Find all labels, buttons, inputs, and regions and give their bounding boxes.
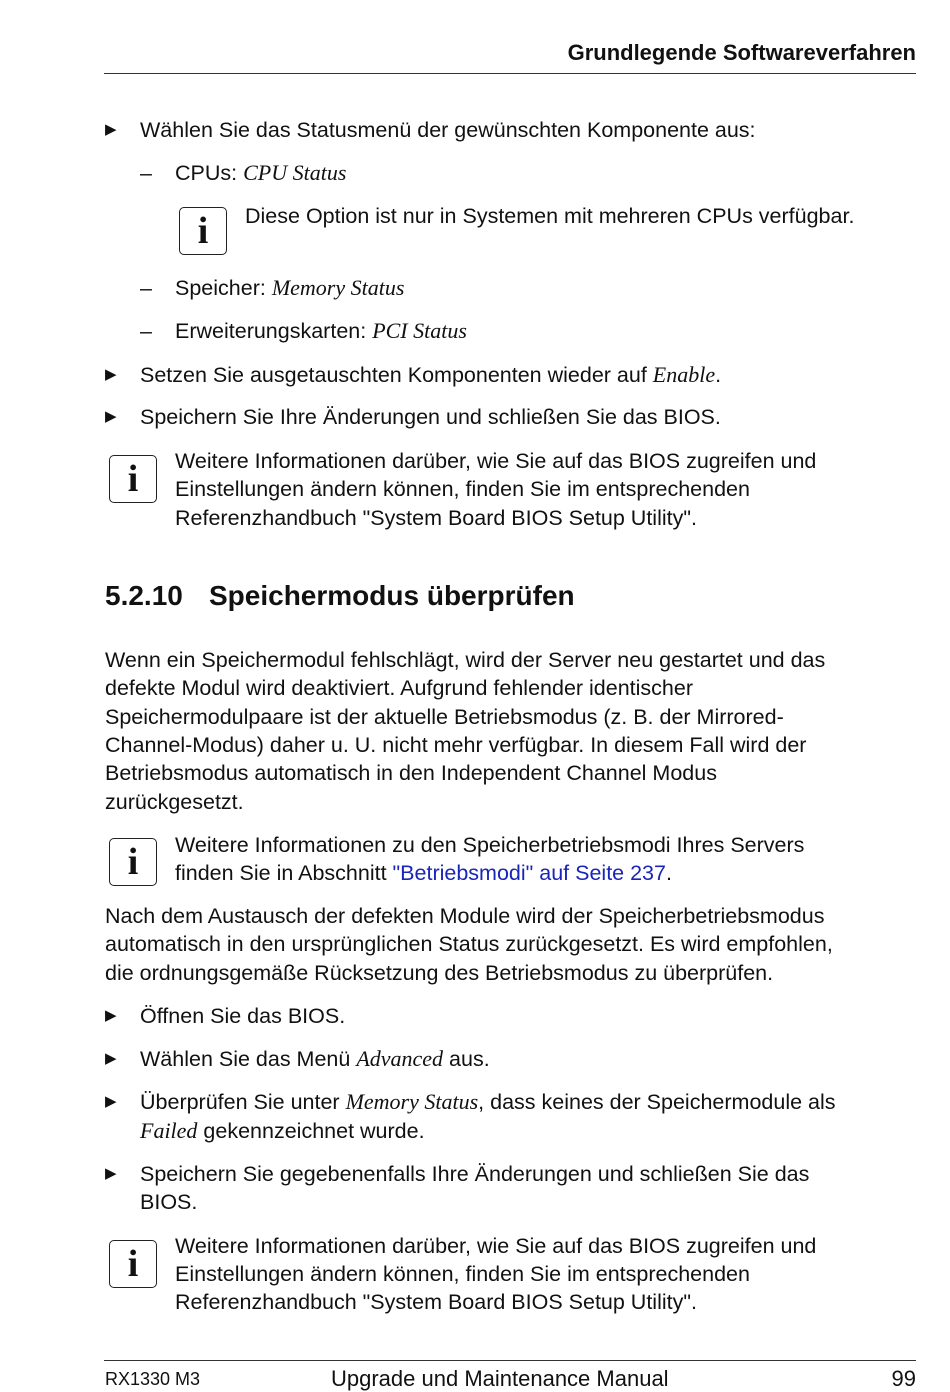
- dash-bullet: –: [140, 161, 152, 185]
- paragraph-line: defekte Modul wird deaktiviert. Aufgrund fehlender identischer: [105, 676, 694, 700]
- info-icon: i: [109, 455, 157, 503]
- paragraph-line: Speichermodulpaare ist der aktuelle Betriebsmodus (z. B. der Mirrored-: [105, 705, 784, 729]
- info-text-line: finden Sie in Abschnitt "Betriebsmodi" auf Seite 237.: [175, 861, 672, 885]
- triangle-bullet-icon: ▶: [105, 1093, 117, 1110]
- footer-rule: [104, 1360, 916, 1361]
- step-select-status-menu: Wählen Sie das Statusmenü der gewünschten Komponente aus:: [140, 118, 756, 142]
- info-icon: i: [109, 1240, 157, 1288]
- step-save-and-exit-line2: BIOS.: [140, 1190, 198, 1214]
- step-save-changes: Speichern Sie Ihre Änderungen und schließen Sie das BIOS.: [140, 405, 721, 429]
- paragraph-line: zurückgesetzt.: [105, 790, 244, 814]
- item-expansion-cards: Erweiterungskarten: PCI Status: [175, 318, 467, 343]
- step-save-and-exit: Speichern Sie gegebenenfalls Ihre Änderungen und schließen Sie das: [140, 1162, 810, 1186]
- triangle-bullet-icon: ▶: [105, 1007, 117, 1024]
- step-check-memory-status: Überprüfen Sie unter Memory Status, dass keines der Speichermodule als: [140, 1089, 836, 1114]
- note-cpu-option: Diese Option ist nur in Systemen mit mehreren CPUs verfügbar.: [245, 204, 855, 228]
- paragraph-line: Wenn ein Speichermodul fehlschlägt, wird der Server neu gestartet und das: [105, 648, 826, 672]
- dash-bullet: –: [140, 276, 152, 300]
- footer-manual-title: Upgrade und Maintenance Manual: [331, 1366, 669, 1391]
- triangle-bullet-icon: ▶: [105, 121, 117, 138]
- header-rule: [104, 73, 916, 74]
- section-title: Speichermodus überprüfen: [209, 580, 575, 611]
- info-icon: i: [179, 207, 227, 255]
- info-text-line: Referenzhandbuch "System Board BIOS Setup Utility".: [175, 506, 697, 530]
- item-cpus: CPUs: CPU Status: [175, 160, 347, 185]
- step-set-enable: Setzen Sie ausgetauschten Komponenten wieder auf Enable.: [140, 362, 722, 387]
- paragraph-line: Channel-Modus) daher u. U. nicht mehr verfügbar. In diesem Fall wird der: [105, 733, 807, 757]
- triangle-bullet-icon: ▶: [105, 1165, 117, 1182]
- footer-model: RX1330 M3: [105, 1369, 201, 1389]
- info-icon: i: [109, 838, 157, 886]
- triangle-bullet-icon: ▶: [105, 1050, 117, 1067]
- info-text-line: Weitere Informationen zu den Speicherbetriebsmodi Ihres Servers: [175, 833, 805, 857]
- triangle-bullet-icon: ▶: [105, 408, 117, 425]
- paragraph-line: die ordnungsgemäße Rücksetzung des Betriebsmodus zu überprüfen.: [105, 961, 774, 985]
- step-check-memory-status-line2: Failed gekennzeichnet wurde.: [140, 1118, 425, 1143]
- paragraph-line: Nach dem Austausch der defekten Module wird der Speicherbetriebsmodus: [105, 904, 825, 928]
- info-text-line: Einstellungen ändern können, finden Sie im entsprechenden: [175, 477, 750, 501]
- section-heading: [105, 580, 575, 612]
- paragraph-line: automatisch in den ursprünglichen Status zurückgesetzt. Es wird empfohlen,: [105, 932, 833, 956]
- dash-bullet: –: [140, 319, 152, 343]
- paragraph-line: Betriebsmodus automatisch in den Independent Channel Modus: [105, 761, 717, 785]
- step-open-bios: Öffnen Sie das BIOS.: [140, 1004, 346, 1028]
- running-header-title: Grundlegende Softwareverfahren: [567, 40, 916, 65]
- triangle-bullet-icon: ▶: [105, 366, 117, 383]
- step-select-advanced: Wählen Sie das Menü Advanced aus.: [140, 1046, 490, 1071]
- info-text-line: Weitere Informationen darüber, wie Sie auf das BIOS zugreifen und: [175, 1234, 817, 1258]
- item-memory: Speicher: Memory Status: [175, 275, 405, 300]
- info-text-line: Einstellungen ändern können, finden Sie im entsprechenden: [175, 1262, 750, 1286]
- section-number: 5.2.10: [105, 580, 183, 611]
- operating-modes-link[interactable]: "Betriebsmodi" auf Seite 237: [392, 861, 666, 885]
- info-text-line: Weitere Informationen darüber, wie Sie auf das BIOS zugreifen und: [175, 449, 817, 473]
- info-text-line: Referenzhandbuch "System Board BIOS Setup Utility".: [175, 1290, 697, 1314]
- footer-page-number: 99: [891, 1366, 916, 1391]
